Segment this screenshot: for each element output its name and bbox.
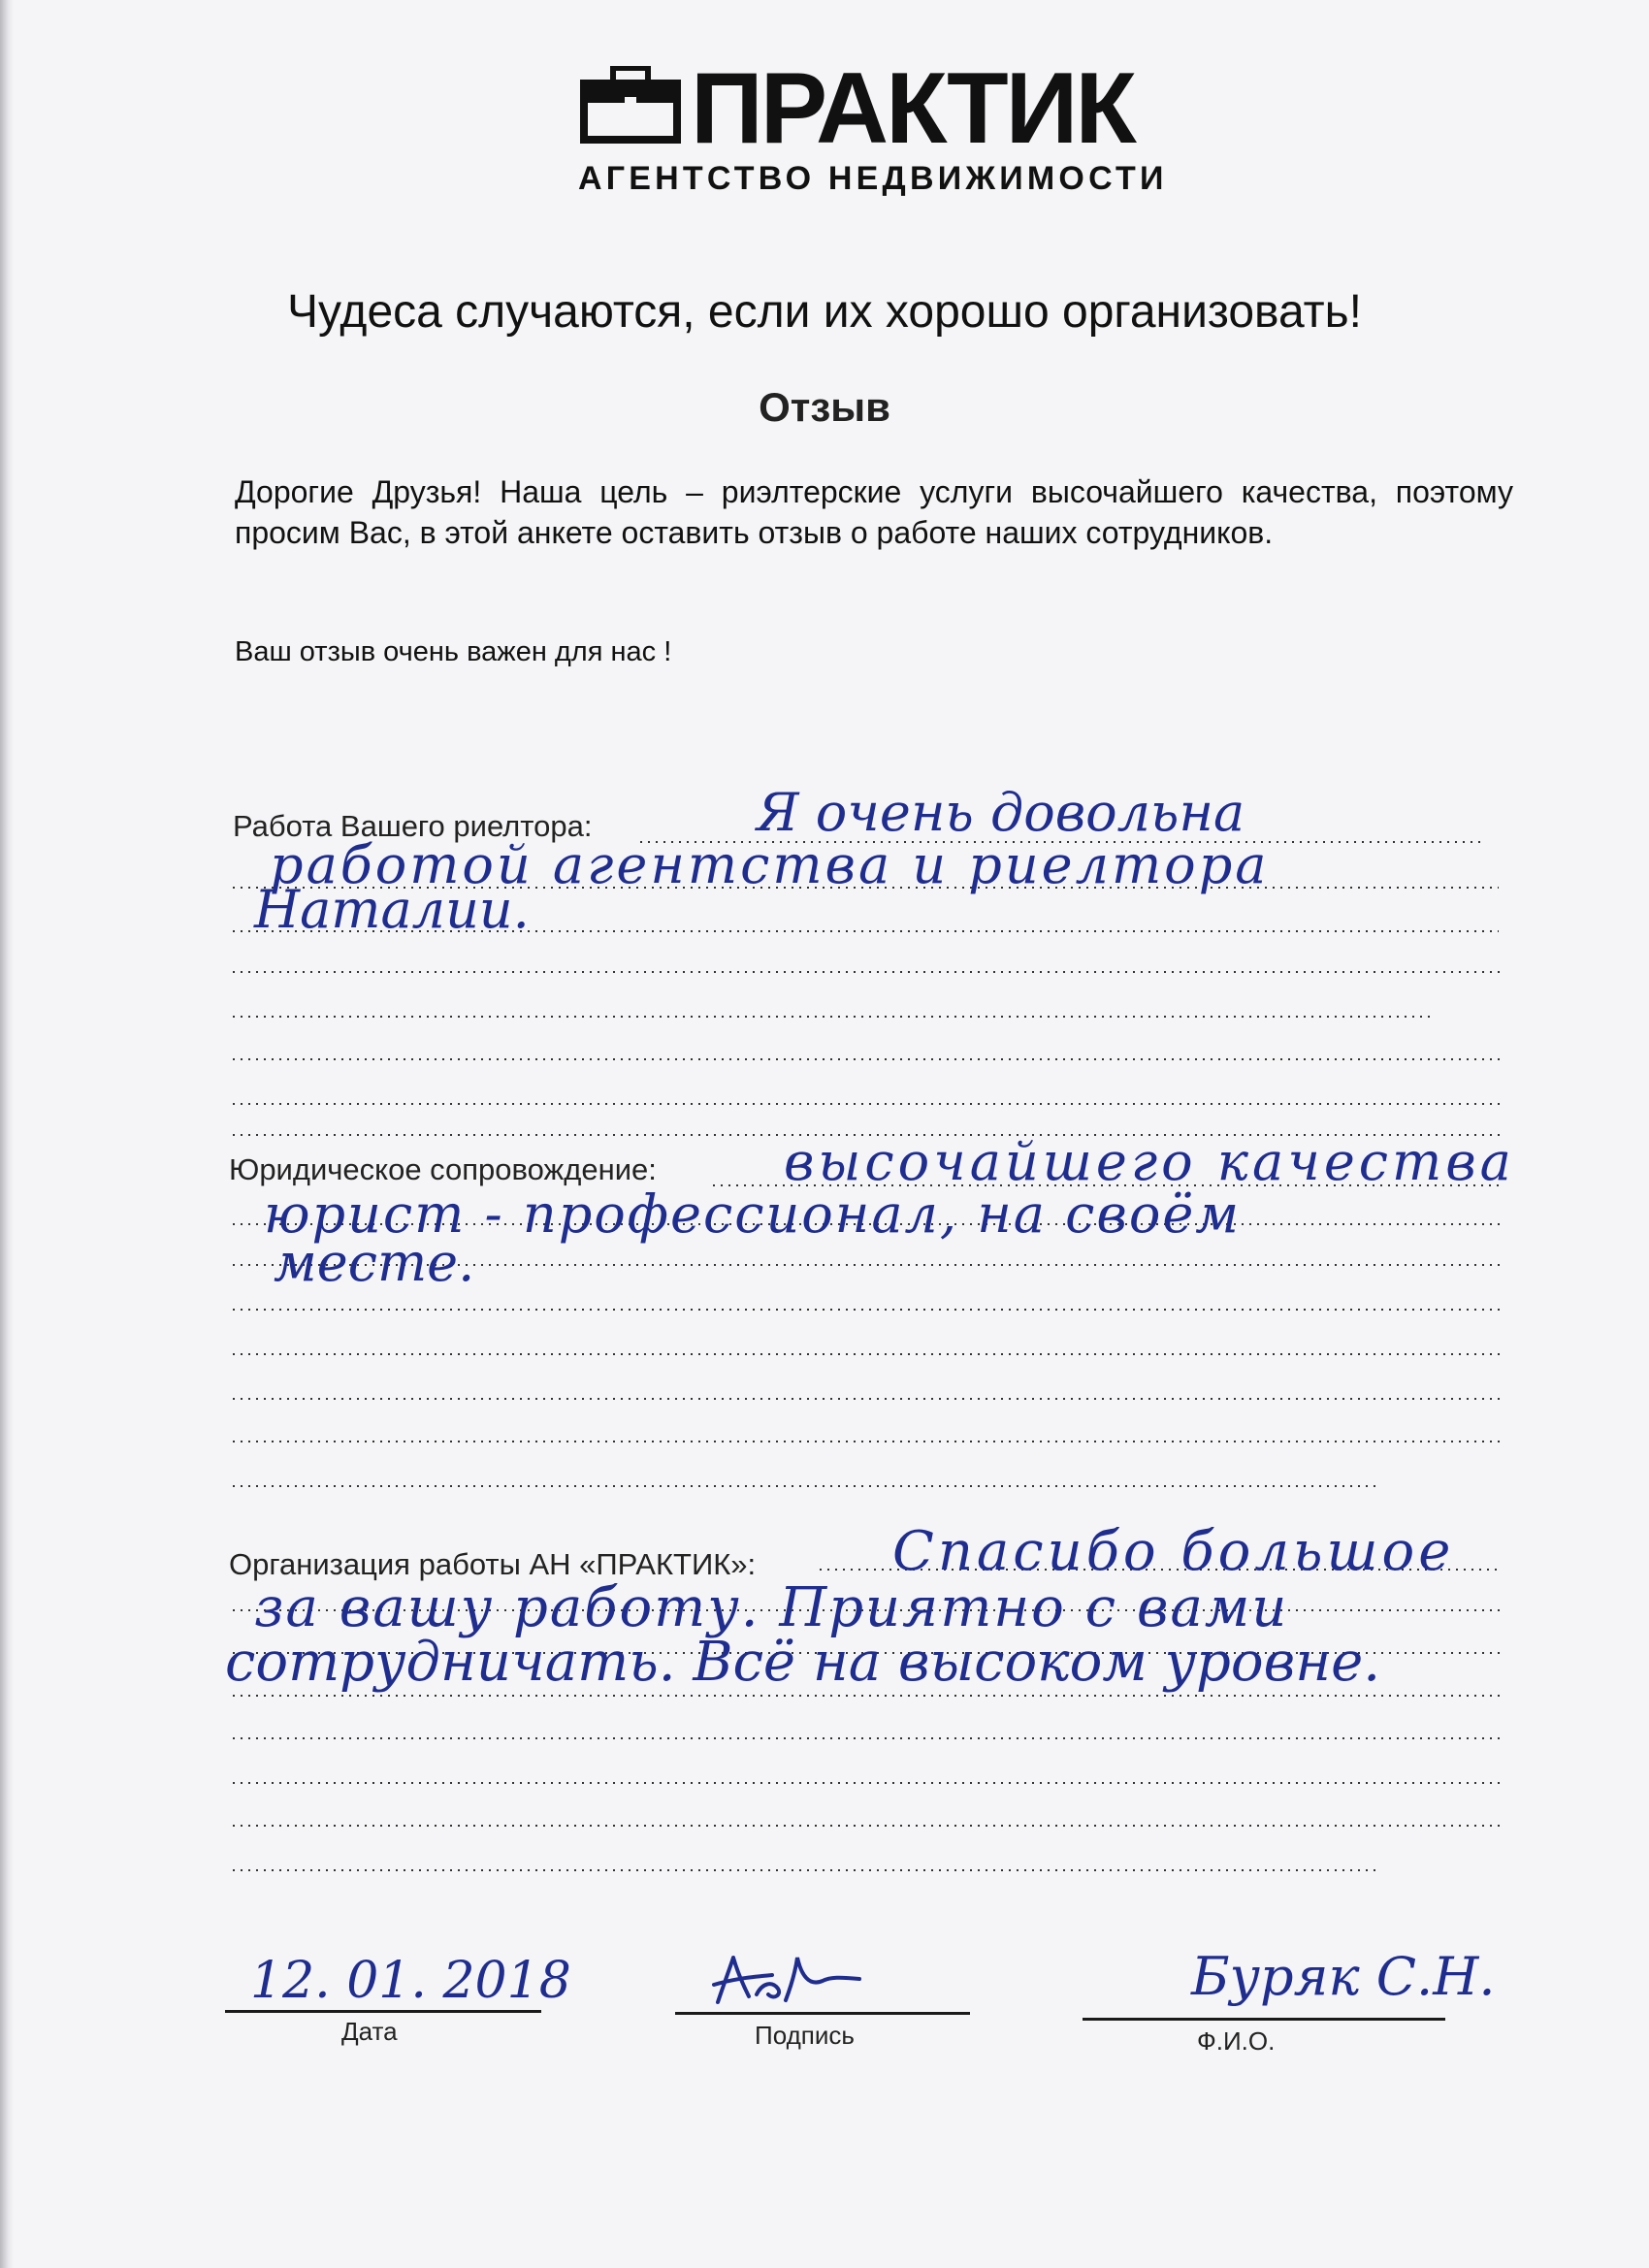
- section-label-realtor: Работа Вашего риелтора:: [233, 809, 593, 843]
- signature-underline: [675, 2012, 970, 2015]
- answer-line: высочайшего качества: [784, 1131, 1515, 1192]
- document-title: Отзыв: [759, 384, 890, 430]
- emphasis-line: Ваш отзыв очень важен для нас !: [235, 636, 672, 667]
- section-label-legal: Юридическое сопровождение:: [229, 1152, 657, 1186]
- name-value: Буряк С.Н.: [1191, 1946, 1496, 2007]
- name-underline: [1083, 2018, 1445, 2021]
- handwritten-signature: [704, 1946, 869, 2014]
- answer-line: месте.: [274, 1232, 475, 1293]
- name-caption: Ф.И.О.: [1197, 2026, 1276, 2056]
- answer-line: Спасибо большое: [892, 1520, 1455, 1583]
- answer-line: работой агентства и риелтора: [270, 834, 1270, 895]
- answer-line: Наталии.: [254, 879, 530, 940]
- answer-line: сотрудничать. Всё на высоком уровне.: [225, 1631, 1381, 1694]
- signature-caption: Подпись: [755, 2021, 855, 2050]
- date-caption: Дата: [341, 2017, 398, 2046]
- answer-line: за вашу работу. Приятно с вами: [254, 1576, 1289, 1639]
- motto: Чудеса случаются, если их хорошо организовать!: [287, 286, 1362, 338]
- intro-paragraph: Дорогие Друзья! Наша цель – риэлтерские услуги высочайшего качества, поэтому просим Вас, в этой анкете оставить отзыв о работе наших сотрудников.: [235, 474, 1513, 550]
- date-value: 12. 01. 2018: [250, 1952, 571, 2010]
- answer-line: юрист - профессионал, на своём: [264, 1183, 1242, 1245]
- date-underline: [225, 2010, 541, 2013]
- section-label-organization: Организация работы АН «ПРАКТИК»:: [229, 1547, 757, 1581]
- logo-subtitle: АГЕНТСТВО НЕДВИЖИМОСТИ: [578, 160, 1168, 197]
- answer-line: Я очень довольна: [757, 782, 1245, 843]
- logo-name: ПРАКТИК: [691, 52, 1134, 165]
